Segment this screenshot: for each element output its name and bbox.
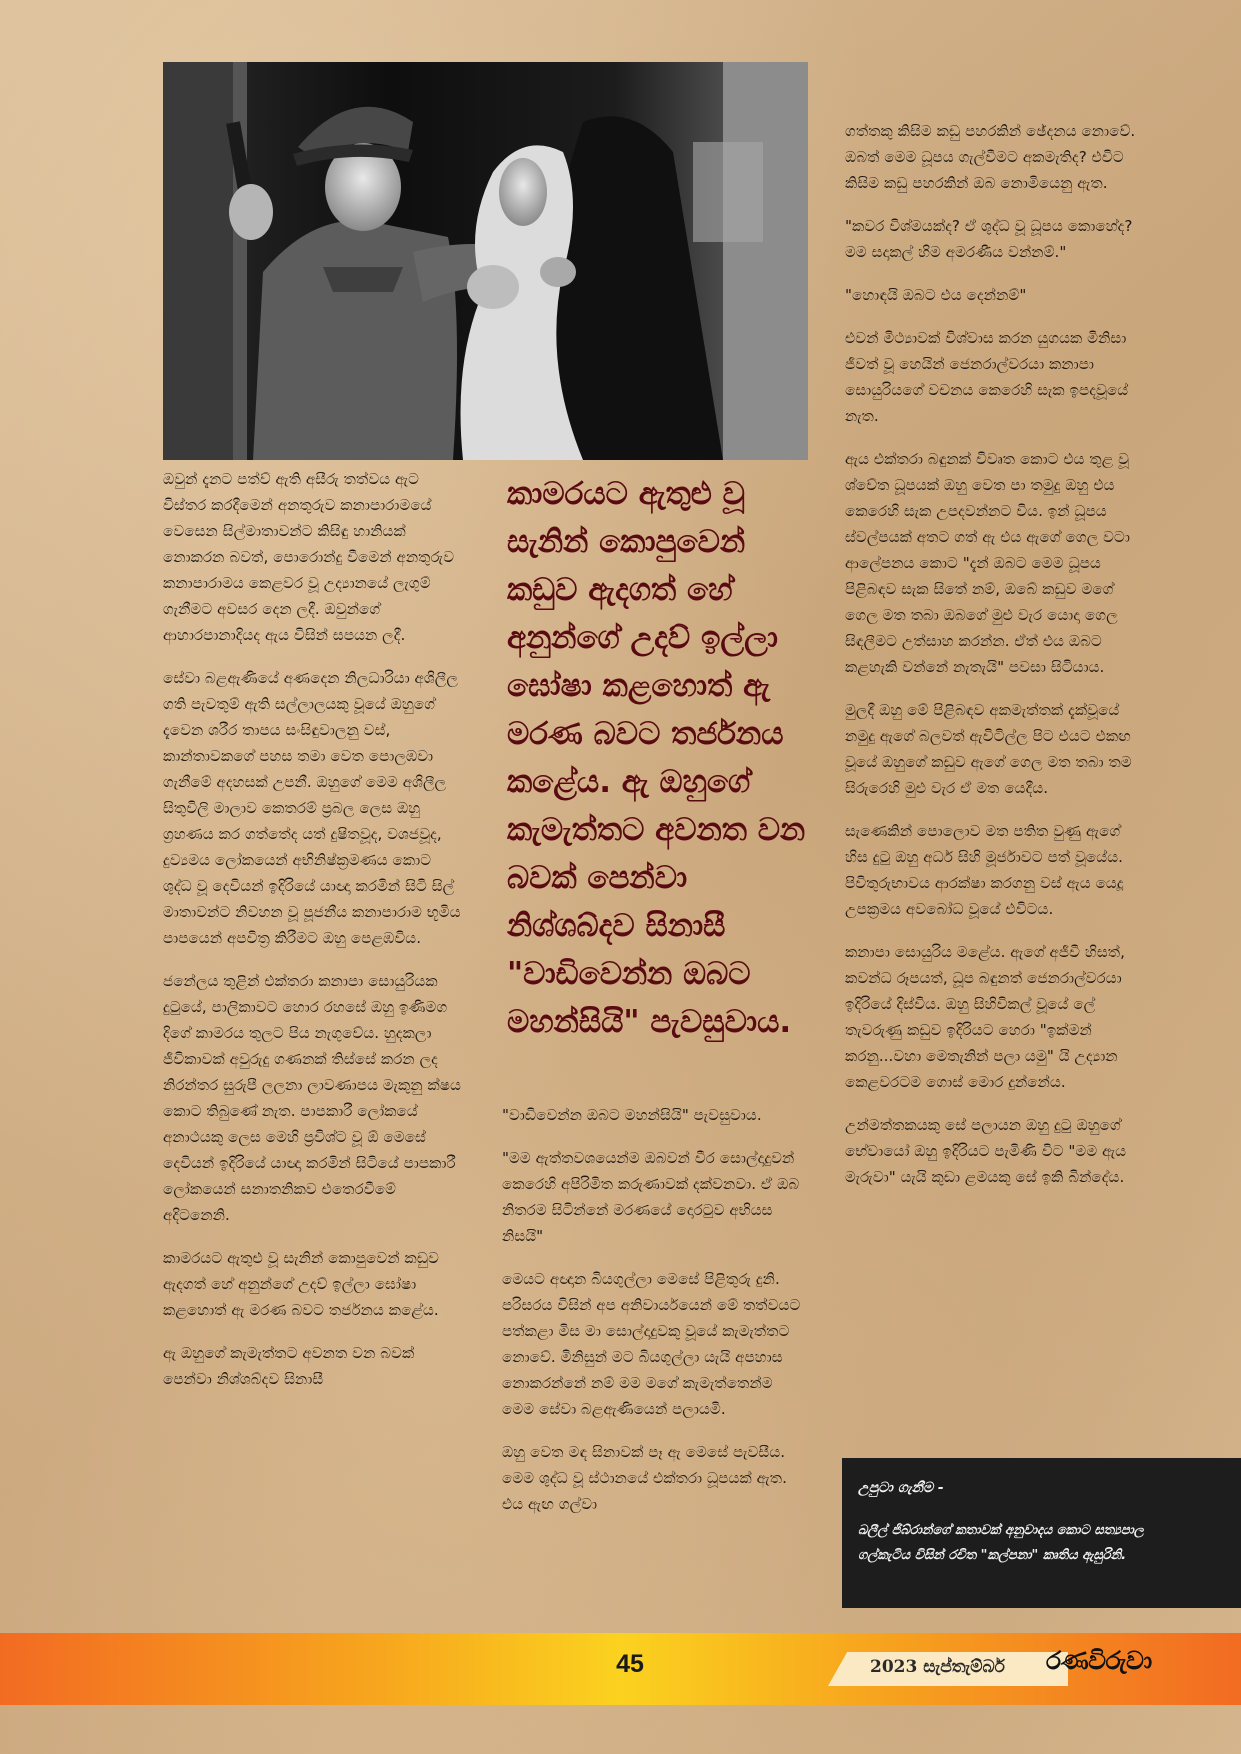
paragraph: කාමරයට ඇතුළු වූ සැනින් කොපුවෙන් කඩුව ඇදගත් හේ අනුන්ගේ උදව් ඉල්ලා ඝෝෂා කළහොත් ඇ මරණ බවට තර්ජනය කළේය. — [163, 1249, 439, 1319]
paragraph: සැණෙකින් පොලොව මත පතිත වුණු ඇගේ හිස දුටු ඔහු අර්ධ සිහි මූර්ජාවට පත් වූයේය. පිවිතුරුභාවය ආරක්ෂා කරගනු වස් ඇය යෙදූ උපක්‍රමය අවබෝධ වූයේ එවිටය. — [845, 822, 1124, 918]
article-column-2 — [502, 1102, 808, 1582]
paragraph: මෙයට අඥාන බියගුල්ලා මෙසේ පිළිතුරු දුනි. පරිසරය විසින් අප අනිවාර්යයෙන් මේ තත්වයට පත්කළා මිස මා සොල්දාදුවකු වූයේ කැමැත්තට නොවේ. මිනිසුන් මට බියගුල්ලා යැයි අපහාස නොකරන්නේ නම් මම මගේ කැමැත්තෙන්ම මෙම සේවා බළඇණියෙන් පලායමි. — [502, 1270, 801, 1418]
paragraph: කනාපා සොයුරිය මළේය. ඇගේ අජීවී හිසත්, කවන්ධ රූපයත්, ධූප බඳුනත් ජෙනරාල්වරයා ඉදිරියේ දිස්විය. ඔහු සිහිවිකල් වූයේ ලේ තැවරුණු කඩුව ඉදිරියට හෙරා "ඉක්මන් කරනු...වහා මෙතැනින් පලා යමු" යි උද්‍යාන කෙළවරටම ගොස් මොර දුන්නේය. — [845, 943, 1125, 1091]
paragraph: ජනේලය තුළින් එක්තරා කනාපා සොයුරියක දුටුයේ, පාලිකාවට හොර රහසේ ඔහු ඉණිමග දිගේ කාමරය තුලට පිය නැගුවේය. හුදකලා ජීවිකාවක් අවුරුදු ගණනක් තිස්සේ කරන ලද නිරන්තර සුරුපී ලලනා ලාවණාපය මැකුනු ක්ෂය කොට තිබුණේ නැත. පාපකාරී ලෝකයේ අනාථයකු ලෙස මෙහි ප්‍රවිශ්ට වූ ඕ මෙසේ දෙවියන් ඉදිරියේ යාඥා කරමින් සිටියේ පාපකාරී ලෝකයෙන් සනාතනිකව එතෙරවීමේ අදිටනෙනි. — [163, 972, 461, 1224]
paragraph: මුලදී ඔහු මේ පිළිබඳව අකමැත්තක් දැක්වූයේ නමුදු ඇගේ බලවත් ඇවිටිල්ල පිට එයට එකඟ වූයේ ඔහුගේ කඩුව ඇගේ ගෙල මත තබා තම සිරුරෙහි මුළු වැර ඒ මත යෙදීය. — [845, 701, 1132, 797]
article-column-3 — [845, 118, 1145, 1403]
credit-title: උපුටා ගැනීම - — [858, 1480, 944, 1496]
article-column-1 — [163, 466, 463, 1586]
photo-illustration — [163, 62, 808, 460]
paragraph: ඔහු වෙත මඳ සිනාවක් පෑ ඇ මෙසේ පැවසීය. මෙම ශුද්ධ වූ ස්ථානයේ එක්තරා ධූපයක් ඇත. එය ඇඟ ගල්වා — [502, 1443, 787, 1513]
paragraph: "මම ඇත්තවශයෙන්ම ඔබවන් වීර සොල්දාදුවන් කෙරෙහි අපිරිමිත කරුණාවක් දක්වනවා. ඒ ඔබ නිතරම සිටින්නේ මරණයේ දොරටුව අභියස නිසයි" — [502, 1149, 800, 1245]
pull-quote: කාමරයට ඇතුළු වූ සැනින් කොපුවෙන් කඩුව ඇදගත් හේ අනුන්ගේ උදව් ඉල්ලා ඝෝෂා කළහොත් ඇ මරණ බවට තර්ජනය කළේය. ඇ ඔහුගේ කැමැත්තට අවනත වන බවක් පෙන්වා නිශ්ශබ්දව සිනාසී "වාඩිවෙන්න ඔබට මහන්සියි" පැවසුවාය. — [507, 476, 806, 1040]
paragraph: ඔවුන් දැනට පත්ව් ඇති අසීරු තත්වය ඇට විස්තර කරදීමෙන් අනතුරුව කනාපාරාමයේ වෙසෙන සිල්මාතාවන්ට කිසිඳු හානියක් නොකරන බවත්, පොරොන්දු වීමෙන් අනතුරුව කනාපාරාමය කෙළවර වූ උද්‍යානයේ ලැගුම් ගැනීමට අවසර දෙන ලදී. ඔවුන්ගේ ආහාරපානාදියද ඇය විසින් සපයන ලදී. — [163, 470, 455, 644]
issue-date: 2023 සැප්තැම්බර් — [870, 1657, 1005, 1677]
paragraph: "වාඩිවෙන්න ඔබට මහන්සියි" පැවසුවාය. — [502, 1106, 762, 1124]
source-credit-box — [842, 1458, 1241, 1608]
paragraph: ඇ ඔහුගේ කැමැත්තට අවනත වන බවක් පෙන්වා නිශ්ශබ්දව සිනාසී — [163, 1344, 415, 1388]
credit-text: ඛලීල් ජිබ්රාන්ගේ කතාවක් අනුවාදය කොට සත්‍යපාල ගල්කැටිය විසින් රචිත "කල්පනා" කෘතිය ඇසුරිනි. — [858, 1523, 1144, 1563]
paragraph: "කවර විශ්මයක්ද? ඒ ශුද්ධ වූ ධූපය කොහේද? මම සදාකල් හිම අමරණීය වන්නම්." — [845, 217, 1133, 261]
article-photo — [163, 62, 808, 460]
paragraph: ගත්තකු කිසිම කඩු පහරකින් ඡේදනය නොවේ. ඔබත් මෙම ධූපය ගැල්වීමට අකමැතිද? එවිට කිසිම කඩු පහරකින් ඔබ නොමියෙනු ඇත. — [845, 122, 1136, 192]
paragraph: සේවා බළඇණියේ අණදෙන නිලධාරියා අශිලීල ගති පැවතුම් ඇති සල්ලාලයකු වූයේ ඔහුගේ දැවෙන ශරීර තාපය සංසිඳුවාලනු වස්, කාන්තාවකගේ පහස තමා වෙත පොලඹවා ගැනීමේ අදහසක් උපනී. ඔහුගේ මෙම අශිලීල සිතුවිලි මාලාව කෙතරම් ප්‍රබල ලෙස ඔහු ග්‍රහණය කර ගත්තේද යත් දුෂිතවූද, වශජවූද, දුව්‍යමය ලෝකයෙන් අභිනිෂ්ක්‍රමණය කොට ශුද්ධ වූ දෙවියන් ඉදිරියේ යාඥා කරමින් සිටි සිල් මාතාවන්ට නිවහන වූ පූජනීය කනාපාරාම භූමිය පාපයෙන් අපවිත්‍ර කිරීමට ඔහු පෙළඹවිය. — [163, 669, 461, 947]
paragraph: ඇය එක්තරා බඳුනක් විවෘත කොට එය තුළ වූ ශ්වේත ධූපයක් ඔහු වෙත පා තමුදු ඔහු එය කෙරෙහි සැක උපදවන්නට විය. ඉන් ධූපය ස්වල්පයක් අතට ගත් ඇ එය ඇගේ ගෙල වටා ආලේපනය කොට "දැන් ඔබට මෙම ධූපය පිළිබඳව සැක සිතේ නම්, ඔබේ කඩුව මගේ ගෙල මත තබා ඔබගේ මුළු වැර යොදා ගෙල සිඳලීමට උත්සාහ කරන්න. ඒත් එය ඔබට කළහැකි වන්නේ නැතැයි" පවසා සිටියාය. — [845, 450, 1130, 676]
page-number: 45 — [616, 1650, 644, 1678]
paragraph: "හොඳයි ඔබට එය දෙන්නම්" — [845, 286, 1027, 304]
magazine-logo: රණවිරුවා — [1046, 1646, 1152, 1675]
paragraph: එවන් මිථ්‍යාවක් විශ්වාස කරන යුගයක මිනිසා ජීවත් වූ හෙයින් ජෙනරාල්වරයා කනාපා සොයුරියගේ වචනය කෙරෙහි සැක ඉපදවූයේ නැත. — [845, 329, 1129, 425]
paragraph: උන්මත්තකයකු සේ පලායන ඔහු දුටු ඔහුගේ භේවායෝ ඔහු ඉදිරියට පැමිණි විට "මම ඇය මැරුවා" යැයි කුඩා ළමයකු සේ ඉකි බින්දේය. — [845, 1116, 1127, 1186]
